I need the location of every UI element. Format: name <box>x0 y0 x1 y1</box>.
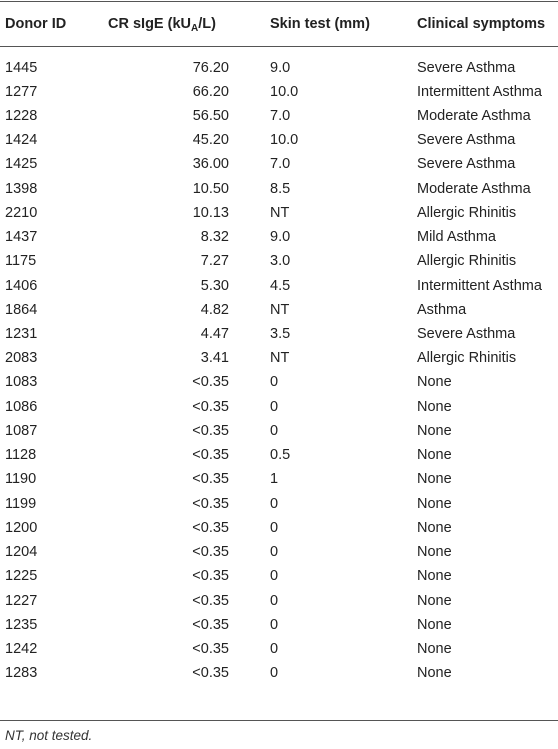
clinical-symptoms-cell: Moderate Asthma <box>417 180 531 197</box>
clinical-symptoms-cell: None <box>417 374 452 391</box>
cr-sige-cell: 8.32 <box>200 229 229 246</box>
cr-sige-cell: 36.00 <box>192 156 229 173</box>
header-cr-sige-prefix: CR sIgE (kU <box>108 16 191 32</box>
skin-test-cell: 0 <box>270 374 279 391</box>
clinical-symptoms-cell: None <box>417 471 452 488</box>
skin-test-cell: 7.0 <box>270 107 291 124</box>
clinical-symptoms-cell: None <box>417 665 452 682</box>
clinical-symptoms-cell: Intermittent Asthma <box>417 277 542 294</box>
clinical-symptoms-cell: None <box>417 592 452 609</box>
cr-sige-cell: <0.35 <box>192 641 229 658</box>
skin-test-cell: 0 <box>270 568 279 585</box>
skin-test-cell: 0 <box>270 544 279 561</box>
clinical-symptoms-cell: Severe Asthma <box>417 156 516 173</box>
clinical-symptoms-cell: Allergic Rhinitis <box>417 204 517 221</box>
table-row <box>0 370 558 394</box>
skin-test-cell: 9.0 <box>270 229 291 246</box>
clinical-symptoms-cell: Allergic Rhinitis <box>417 350 517 367</box>
donor-id-cell: 1200 <box>5 519 38 536</box>
donor-id-cell: 1277 <box>5 83 38 100</box>
skin-test-cell: 0 <box>270 422 279 439</box>
header-cr-sige-subscript: A <box>191 23 199 34</box>
cr-sige-cell: <0.35 <box>192 374 229 391</box>
donor-id-cell: 1083 <box>5 374 38 391</box>
cr-sige-cell: 7.27 <box>200 253 229 270</box>
donor-id-cell: 1425 <box>5 156 38 173</box>
donor-id-cell: 1864 <box>5 301 38 318</box>
cr-sige-cell: 10.13 <box>192 204 229 221</box>
skin-test-cell: NT <box>270 350 290 367</box>
donor-id-cell: 1445 <box>5 59 38 76</box>
cr-sige-cell: <0.35 <box>192 519 229 536</box>
clinical-symptoms-cell: None <box>417 568 452 585</box>
table-row <box>0 177 558 201</box>
table-row <box>0 152 558 176</box>
donor-id-cell: 1231 <box>5 326 38 343</box>
donor-id-cell: 1398 <box>5 180 38 197</box>
table-row <box>0 395 558 419</box>
cr-sige-cell: <0.35 <box>192 616 229 633</box>
cr-sige-cell: 56.50 <box>192 107 229 124</box>
cr-sige-cell: 5.30 <box>200 277 229 294</box>
table-row <box>0 516 558 540</box>
skin-test-cell: 3.0 <box>270 253 291 270</box>
footnote: NT, not tested. <box>5 728 93 743</box>
skin-test-cell: 0 <box>270 616 279 633</box>
cr-sige-cell: <0.35 <box>192 665 229 682</box>
table-row <box>0 225 558 249</box>
clinical-symptoms-cell: None <box>417 519 452 536</box>
clinical-symptoms-cell: Allergic Rhinitis <box>417 253 517 270</box>
cr-sige-cell: <0.35 <box>192 495 229 512</box>
cr-sige-cell: 4.47 <box>200 326 229 343</box>
donor-id-cell: 1424 <box>5 132 38 149</box>
donor-id-cell: 2083 <box>5 350 38 367</box>
donor-id-cell: 1087 <box>5 422 38 439</box>
cr-sige-cell: <0.35 <box>192 447 229 464</box>
table-row <box>0 589 558 613</box>
table-row <box>0 492 558 516</box>
skin-test-cell: 10.0 <box>270 132 299 149</box>
clinical-symptoms-cell: Severe Asthma <box>417 59 516 76</box>
skin-test-cell: 3.5 <box>270 326 291 343</box>
donor-id-cell: 2210 <box>5 204 38 221</box>
cr-sige-cell: 3.41 <box>200 350 229 367</box>
cr-sige-cell: <0.35 <box>192 398 229 415</box>
clinical-symptoms-cell: Asthma <box>417 301 467 318</box>
skin-test-cell: 0 <box>270 398 279 415</box>
table-row <box>0 249 558 273</box>
donor-id-cell: 1437 <box>5 229 38 246</box>
header-cr-sige <box>108 10 216 38</box>
donor-id-cell: 1204 <box>5 544 38 561</box>
clinical-symptoms-cell: Moderate Asthma <box>417 107 531 124</box>
header-clinical-symptoms: Clinical symptoms <box>417 16 546 32</box>
donor-id-cell: 1128 <box>5 447 37 464</box>
skin-test-cell: 0 <box>270 519 279 536</box>
table-row <box>0 443 558 467</box>
header-skin-test: Skin test (mm) <box>270 16 370 32</box>
donor-id-cell: 1283 <box>5 665 38 682</box>
donor-id-cell: 1228 <box>5 107 38 124</box>
clinical-symptoms-cell: Mild Asthma <box>417 229 496 246</box>
header-donor-id: Donor ID <box>5 16 67 32</box>
table-row <box>0 201 558 225</box>
table-row <box>0 637 558 661</box>
donor-id-cell: 1235 <box>5 616 38 633</box>
donor-id-cell: 1242 <box>5 641 38 658</box>
skin-test-cell: 8.5 <box>270 180 291 197</box>
header-cr-sige-suffix: /L) <box>198 16 216 32</box>
table-bottom-rule <box>0 720 558 721</box>
skin-test-cell: 7.0 <box>270 156 291 173</box>
cr-sige-cell: 10.50 <box>192 180 229 197</box>
table-row <box>0 274 558 298</box>
donor-id-cell: 1086 <box>5 398 38 415</box>
skin-test-cell: 0.5 <box>270 447 291 464</box>
table-top-rule <box>0 1 558 2</box>
table-row <box>0 661 558 685</box>
skin-test-cell: 1 <box>270 471 279 488</box>
clinical-symptoms-cell: None <box>417 398 452 415</box>
skin-test-cell: NT <box>270 204 290 221</box>
table-row <box>0 540 558 564</box>
skin-test-cell: 0 <box>270 495 279 512</box>
cr-sige-cell: 4.82 <box>200 301 229 318</box>
donor-id-cell: 1227 <box>5 592 38 609</box>
skin-test-cell: 0 <box>270 665 279 682</box>
donor-id-cell: 1225 <box>5 568 38 585</box>
table-row <box>0 346 558 370</box>
skin-test-cell: 0 <box>270 641 279 658</box>
table-row <box>0 80 558 104</box>
clinical-symptoms-cell: None <box>417 422 452 439</box>
donor-id-cell: 1199 <box>5 495 37 512</box>
clinical-symptoms-cell: Intermittent Asthma <box>417 83 542 100</box>
skin-test-cell: 10.0 <box>270 83 299 100</box>
table-row <box>0 467 558 491</box>
skin-test-cell: 0 <box>270 592 279 609</box>
cr-sige-cell: <0.35 <box>192 544 229 561</box>
table-row <box>0 322 558 346</box>
table-row <box>0 419 558 443</box>
table-row <box>0 128 558 152</box>
donor-id-cell: 1406 <box>5 277 38 294</box>
clinical-symptoms-cell: Severe Asthma <box>417 326 516 343</box>
clinical-symptoms-cell: None <box>417 641 452 658</box>
cr-sige-cell: <0.35 <box>192 422 229 439</box>
table-row <box>0 613 558 637</box>
table-row <box>0 104 558 128</box>
cr-sige-cell: 45.20 <box>192 132 229 149</box>
table-row <box>0 564 558 588</box>
cr-sige-cell: <0.35 <box>192 568 229 585</box>
skin-test-cell: 9.0 <box>270 59 291 76</box>
skin-test-cell: 4.5 <box>270 277 291 294</box>
clinical-symptoms-cell: None <box>417 495 452 512</box>
table-row <box>0 56 558 80</box>
skin-test-cell: NT <box>270 301 290 318</box>
clinical-symptoms-cell: None <box>417 447 452 464</box>
cr-sige-cell: 76.20 <box>192 59 229 76</box>
cr-sige-cell: <0.35 <box>192 592 229 609</box>
donor-id-cell: 1190 <box>5 471 37 488</box>
donor-id-cell: 1175 <box>5 253 37 270</box>
header-bottom-rule <box>0 46 558 47</box>
clinical-symptoms-cell: Severe Asthma <box>417 132 516 149</box>
clinical-symptoms-cell: None <box>417 544 452 561</box>
cr-sige-cell: 66.20 <box>192 83 229 100</box>
clinical-symptoms-cell: None <box>417 616 452 633</box>
table-row <box>0 298 558 322</box>
cr-sige-cell: <0.35 <box>192 471 229 488</box>
